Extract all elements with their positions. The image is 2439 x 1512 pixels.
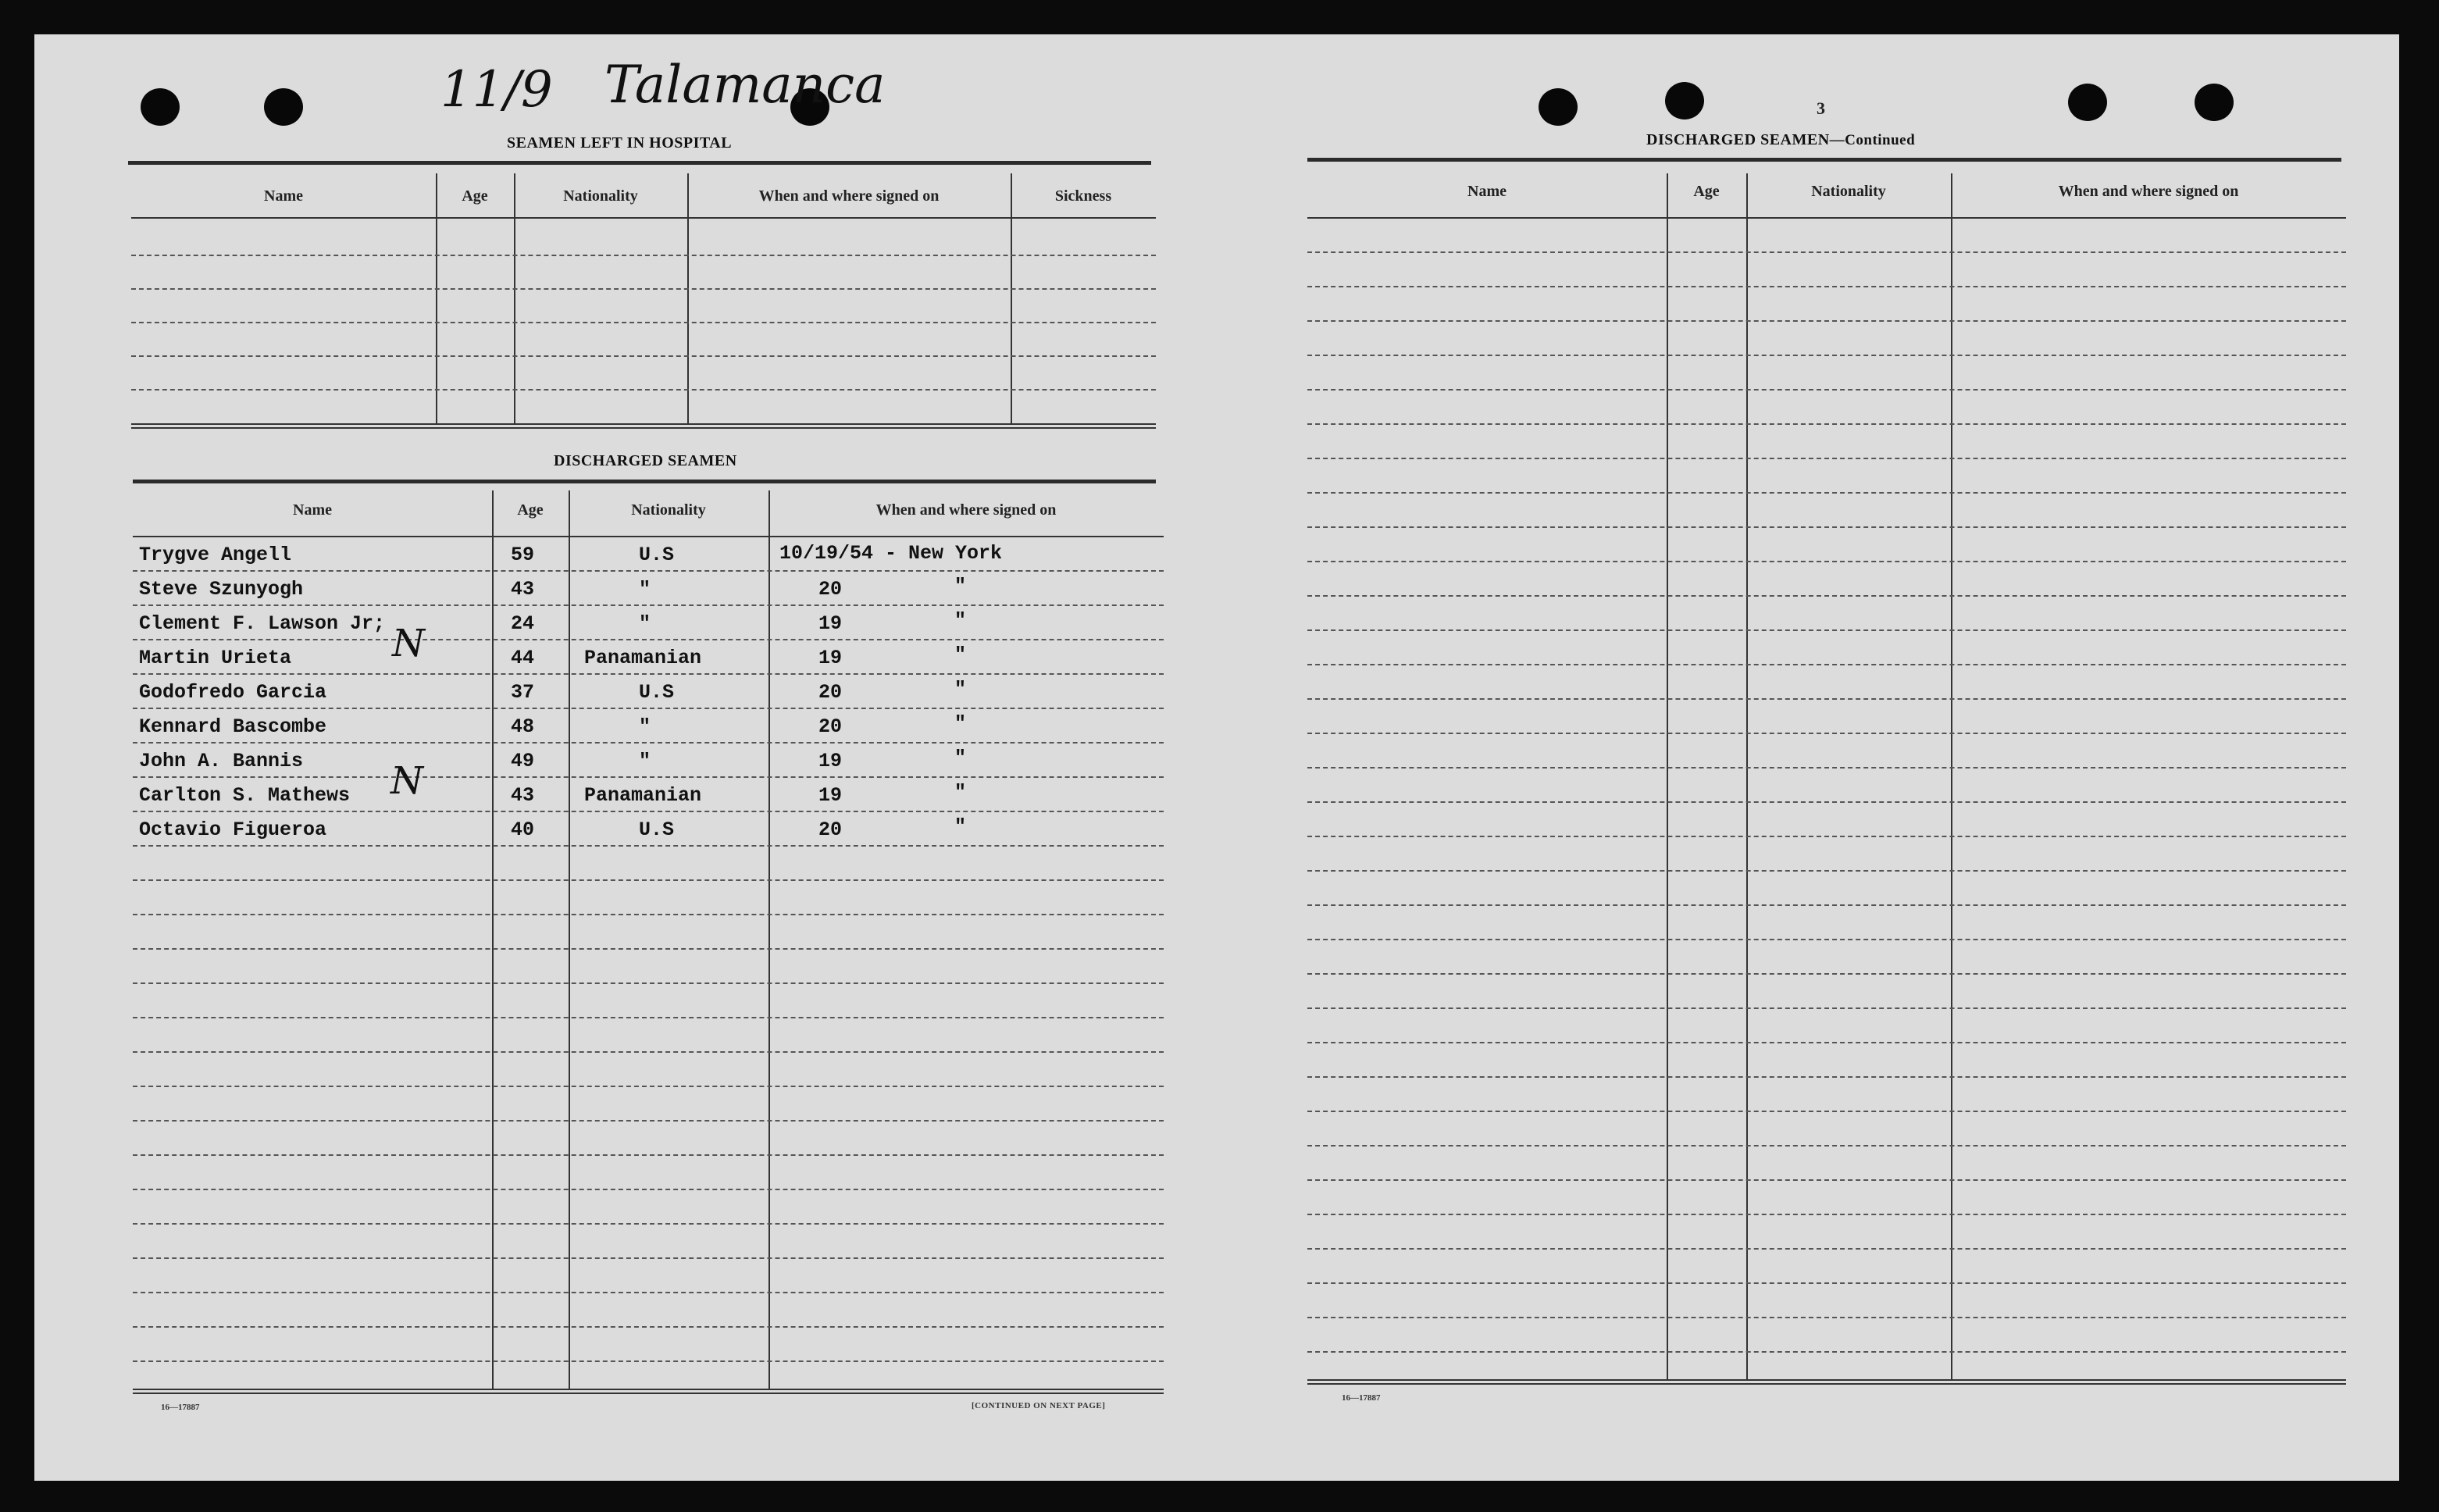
right-row-line bbox=[1307, 595, 2346, 597]
right-row-line bbox=[1307, 1248, 2346, 1250]
discharged-header-rule bbox=[133, 536, 1164, 537]
seaman-signed-on: 20 bbox=[818, 715, 843, 738]
hospital-header-1: Age bbox=[462, 187, 488, 205]
seaman-signed-on-ditto: " bbox=[954, 781, 967, 804]
right-row-line bbox=[1307, 664, 2346, 665]
handwritten-ship-name: Talamanca bbox=[604, 55, 886, 115]
seaman-signed-on: 19 bbox=[818, 750, 843, 772]
hospital-column-divider bbox=[514, 173, 515, 423]
right-row-line bbox=[1307, 973, 2346, 975]
right-row-line bbox=[1307, 870, 2346, 872]
discharged-row-line bbox=[133, 1326, 1164, 1328]
discharged-row-line bbox=[133, 914, 1164, 915]
left-page bbox=[34, 34, 1231, 1481]
discharged-row-line bbox=[133, 708, 1164, 709]
right-row-line bbox=[1307, 629, 2346, 631]
form-number: 16—17887 bbox=[161, 1403, 200, 1412]
seaman-nationality: U.S bbox=[639, 818, 675, 841]
seaman-name: Steve Szunyogh bbox=[139, 578, 304, 601]
seaman-signed-on-ditto: " bbox=[954, 712, 967, 735]
seaman-signed-on-ditto: " bbox=[954, 747, 967, 769]
punch-hole bbox=[141, 88, 180, 126]
seaman-nationality: " bbox=[639, 612, 651, 635]
seaman-signed-on-ditto: " bbox=[954, 815, 967, 838]
right-header-rule bbox=[1307, 217, 2346, 219]
right-row-line bbox=[1307, 836, 2346, 837]
seaman-name: Carlton S. Mathews bbox=[139, 784, 351, 807]
continued-note: [CONTINUED ON NEXT PAGE] bbox=[972, 1401, 1106, 1410]
seaman-age: 59 bbox=[511, 544, 535, 566]
right-row-line bbox=[1307, 698, 2346, 700]
seaman-age: 43 bbox=[511, 578, 535, 601]
seaman-name: Godofredo Garcia bbox=[139, 681, 327, 704]
discharged-row-line bbox=[133, 570, 1164, 572]
hospital-header-0: Name bbox=[264, 187, 303, 205]
right-top-rule bbox=[1307, 158, 2341, 162]
discharged-column-divider bbox=[569, 490, 570, 1389]
discharged-bottom-rule bbox=[133, 1393, 1164, 1394]
discharged-row-line bbox=[133, 1120, 1164, 1122]
right-row-line bbox=[1307, 561, 2346, 562]
discharged-header-2: Nationality bbox=[631, 501, 706, 519]
discharged-header-0: Name bbox=[293, 501, 332, 519]
seaman-nationality: U.S bbox=[639, 681, 675, 704]
right-row-line bbox=[1307, 1179, 2346, 1181]
seaman-nationality: Panamanian bbox=[584, 784, 702, 807]
seaman-signed-on: 20 bbox=[818, 578, 843, 601]
seaman-signed-on: 10/19/54 - New York bbox=[779, 542, 1003, 565]
punch-hole bbox=[1539, 88, 1578, 126]
punch-hole bbox=[264, 88, 303, 126]
seaman-signed-on-ditto: " bbox=[954, 609, 967, 632]
hospital-row-line bbox=[131, 255, 1156, 256]
handwritten-number: 11/9 bbox=[440, 61, 553, 119]
right-header-3: When and where signed on bbox=[2058, 183, 2239, 200]
seaman-name: John A. Bannis bbox=[139, 750, 304, 772]
right-row-line bbox=[1307, 1351, 2346, 1353]
discharged-row-line bbox=[133, 1360, 1164, 1362]
right-row-line bbox=[1307, 423, 2346, 425]
discharged-row-line bbox=[133, 1223, 1164, 1225]
discharged-row-line bbox=[133, 948, 1164, 950]
discharged-row-line bbox=[133, 604, 1164, 606]
right-page bbox=[1229, 34, 2399, 1481]
hospital-column-divider bbox=[1011, 173, 1012, 423]
seaman-name: Martin Urieta bbox=[139, 647, 292, 669]
hospital-column-divider bbox=[436, 173, 437, 423]
discharged-top-rule bbox=[133, 480, 1156, 483]
right-bottom-rule bbox=[1307, 1383, 2346, 1385]
discharged-header-3: When and where signed on bbox=[875, 501, 1057, 519]
seaman-age: 24 bbox=[511, 612, 535, 635]
discharged-section-title: DISCHARGED SEAMEN bbox=[554, 452, 737, 469]
discharged-row-line bbox=[133, 1292, 1164, 1293]
seaman-age: 43 bbox=[511, 784, 535, 807]
punch-hole bbox=[2195, 84, 2234, 121]
seaman-name: Clement F. Lawson Jr; bbox=[139, 612, 386, 635]
right-row-line bbox=[1307, 1111, 2346, 1112]
discharged-row-line bbox=[133, 1051, 1164, 1053]
right-row-line bbox=[1307, 1145, 2346, 1146]
right-row-line bbox=[1307, 1076, 2346, 1078]
seaman-name: Kennard Bascombe bbox=[139, 715, 327, 738]
seaman-signed-on-ditto: " bbox=[954, 575, 967, 597]
continued-title-main: DISCHARGED SEAMEN bbox=[1646, 131, 1830, 148]
discharged-row-line bbox=[133, 673, 1164, 675]
seaman-name: Trygve Angell bbox=[139, 544, 292, 566]
seaman-name: Octavio Figueroa bbox=[139, 818, 327, 841]
right-row-line bbox=[1307, 389, 2346, 390]
discharged-row-line bbox=[133, 1189, 1164, 1190]
seaman-age: 49 bbox=[511, 750, 535, 772]
seaman-age: 48 bbox=[511, 715, 535, 738]
hospital-column-divider bbox=[687, 173, 689, 423]
right-row-line bbox=[1307, 939, 2346, 940]
right-row-line bbox=[1307, 801, 2346, 803]
right-row-line bbox=[1307, 1317, 2346, 1318]
right-header-2: Nationality bbox=[1811, 183, 1886, 200]
right-row-line bbox=[1307, 1214, 2346, 1215]
discharged-row-line bbox=[133, 811, 1164, 812]
hospital-header-rule bbox=[131, 217, 1156, 219]
seaman-nationality: U.S bbox=[639, 544, 675, 566]
hospital-top-rule bbox=[128, 161, 1151, 165]
seaman-signed-on: 19 bbox=[818, 784, 843, 807]
hospital-bottom-rule bbox=[131, 423, 1156, 425]
discharged-row-line bbox=[133, 1017, 1164, 1018]
seaman-signed-on-ditto: " bbox=[954, 678, 967, 701]
right-row-line bbox=[1307, 767, 2346, 768]
discharged-row-line bbox=[133, 639, 1164, 640]
hospital-row-line bbox=[131, 288, 1156, 290]
seaman-nationality: " bbox=[639, 578, 651, 601]
seaman-nationality: Panamanian bbox=[584, 647, 702, 669]
discharged-row-line bbox=[133, 845, 1164, 847]
discharged-row-line bbox=[133, 1086, 1164, 1087]
seaman-signed-on: 19 bbox=[818, 612, 843, 635]
punch-hole bbox=[2068, 84, 2107, 121]
hospital-row-line bbox=[131, 389, 1156, 390]
right-row-line bbox=[1307, 492, 2346, 494]
discharged-header-1: Age bbox=[517, 501, 544, 519]
discharged-row-line bbox=[133, 1257, 1164, 1259]
continued-title-suffix: —Continued bbox=[1829, 132, 1916, 148]
punch-hole bbox=[1665, 82, 1704, 119]
discharged-bottom-rule bbox=[133, 1389, 1164, 1390]
handwritten-mark: N bbox=[392, 622, 425, 665]
right-row-line bbox=[1307, 458, 2346, 459]
discharged-row-line bbox=[133, 982, 1164, 984]
right-row-line bbox=[1307, 1042, 2346, 1043]
right-row-line bbox=[1307, 1282, 2346, 1284]
discharged-row-line bbox=[133, 776, 1164, 778]
hospital-bottom-rule bbox=[131, 427, 1156, 429]
seaman-age: 44 bbox=[511, 647, 535, 669]
discharged-column-divider bbox=[768, 490, 770, 1389]
right-row-line bbox=[1307, 526, 2346, 528]
seaman-signed-on: 20 bbox=[818, 681, 843, 704]
hospital-section-title: SEAMEN LEFT IN HOSPITAL bbox=[507, 134, 733, 152]
hospital-row-line bbox=[131, 322, 1156, 323]
seaman-signed-on: 20 bbox=[818, 818, 843, 841]
discharged-row-line bbox=[133, 879, 1164, 881]
right-row-line bbox=[1307, 904, 2346, 906]
seaman-signed-on-ditto: " bbox=[954, 644, 967, 666]
seaman-signed-on: 19 bbox=[818, 647, 843, 669]
hospital-header-3: When and where signed on bbox=[758, 187, 940, 205]
discharged-row-line bbox=[133, 1154, 1164, 1156]
right-row-line bbox=[1307, 251, 2346, 253]
seaman-age: 37 bbox=[511, 681, 535, 704]
discharged-row-line bbox=[133, 742, 1164, 744]
right-row-line bbox=[1307, 733, 2346, 734]
hospital-row-line bbox=[131, 355, 1156, 357]
right-row-line bbox=[1307, 1007, 2346, 1009]
continued-section-title bbox=[1646, 131, 1915, 149]
right-row-line bbox=[1307, 320, 2346, 322]
right-row-line bbox=[1307, 286, 2346, 287]
right-header-1: Age bbox=[1693, 183, 1720, 200]
seaman-nationality: " bbox=[639, 750, 651, 772]
form-number-right: 16—17887 bbox=[1342, 1393, 1381, 1403]
right-row-line bbox=[1307, 355, 2346, 356]
right-header-0: Name bbox=[1467, 183, 1507, 200]
handwritten-mark: N bbox=[390, 759, 423, 803]
seaman-nationality: " bbox=[639, 715, 651, 738]
hospital-header-4: Sickness bbox=[1054, 187, 1112, 205]
seaman-age: 40 bbox=[511, 818, 535, 841]
hospital-header-2: Nationality bbox=[563, 187, 638, 205]
discharged-column-divider bbox=[492, 490, 494, 1389]
right-bottom-rule bbox=[1307, 1379, 2346, 1381]
page-number: 3 bbox=[1817, 98, 1825, 118]
